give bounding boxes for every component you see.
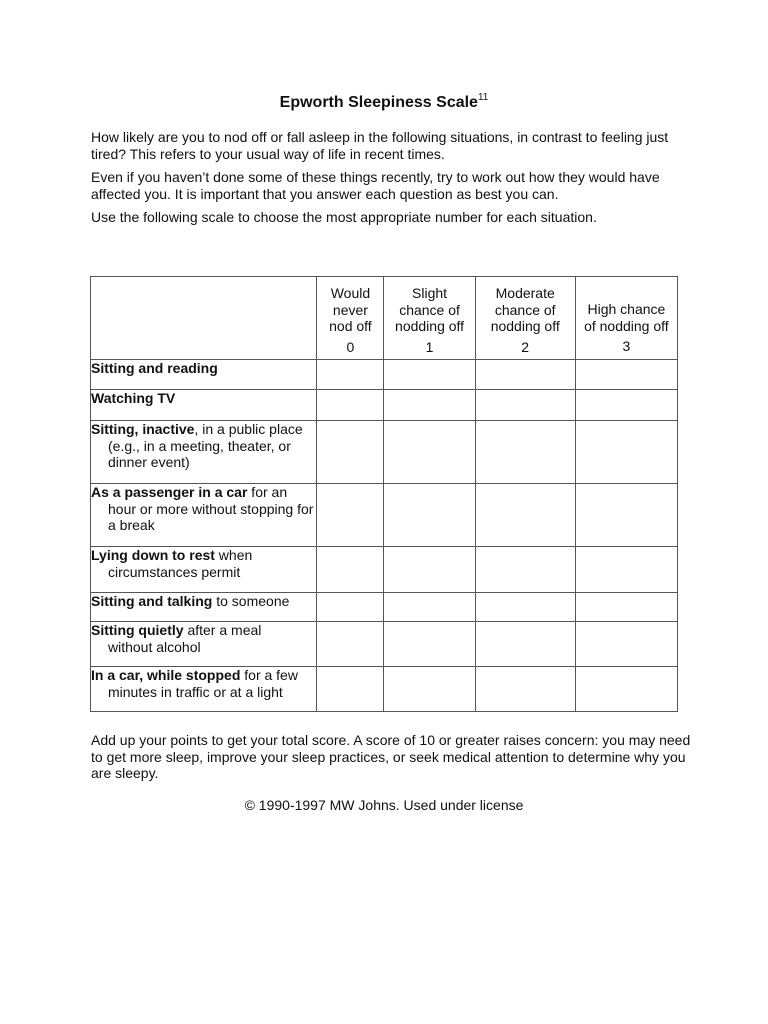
scale-label-line: nod off bbox=[329, 318, 372, 334]
answer-cell-3[interactable] bbox=[575, 390, 677, 421]
situation-label-continued: hour or more without stopping for a break bbox=[108, 500, 314, 533]
answer-cell-3[interactable] bbox=[575, 622, 677, 667]
answer-cell-1[interactable] bbox=[384, 421, 475, 484]
scale-label-line: Moderate bbox=[495, 285, 555, 301]
scale-label-line: Would bbox=[330, 285, 371, 301]
scale-label-line: never bbox=[332, 301, 368, 318]
answer-cell-2[interactable] bbox=[475, 547, 575, 593]
situation-row bbox=[91, 622, 678, 667]
scale-label-line: nodding off bbox=[490, 318, 560, 334]
scale-header-2 bbox=[475, 277, 575, 360]
answer-cell-1[interactable] bbox=[384, 667, 475, 712]
title-text: Epworth Sleepiness Scale bbox=[279, 94, 478, 111]
title-footnote-ref: 11 bbox=[477, 92, 489, 103]
answer-cell-0[interactable] bbox=[317, 421, 384, 484]
scale-label-line: High chance bbox=[587, 301, 666, 317]
scale-score: 2 bbox=[521, 338, 530, 355]
situation-label-rest: for a few bbox=[240, 667, 298, 683]
situation-label-bold: Sitting and reading bbox=[91, 360, 218, 376]
situation-label-bold: Sitting quietly bbox=[91, 622, 184, 638]
scale-score: 1 bbox=[425, 338, 434, 355]
answer-cell-0[interactable] bbox=[317, 593, 384, 622]
answer-cell-2[interactable] bbox=[475, 622, 575, 667]
situation-label-bold: In a car, while stopped bbox=[91, 667, 241, 683]
answer-cell-1[interactable] bbox=[384, 484, 475, 547]
scale-label-line: chance of bbox=[494, 301, 556, 318]
answer-cell-1[interactable] bbox=[384, 547, 475, 593]
scale-score: 0 bbox=[346, 338, 355, 355]
intro-paragraph-1: How likely are you to nod off or fall asleep in the following situations, in contrast to feeling just tired? This refers to your usual way of life in recent times. bbox=[91, 129, 669, 162]
situation-label-rest: to someone bbox=[212, 593, 290, 609]
situation-cell bbox=[91, 593, 317, 622]
scale-label-line: of nodding off bbox=[584, 317, 669, 334]
situation-cell bbox=[91, 390, 317, 421]
situation-label-bold: Sitting, inactive bbox=[91, 421, 195, 437]
scale-label-line: nodding off bbox=[395, 318, 465, 334]
summary-paragraph: Add up your points to get your total score. A score of 10 or greater raises concern: you may need to get more sleep, improve your sleep practices, or seek medical attention to determine why you are sleepy. bbox=[91, 732, 691, 781]
situation-cell bbox=[91, 667, 317, 712]
situation-row bbox=[91, 421, 678, 484]
answer-cell-3[interactable] bbox=[575, 484, 677, 547]
scale-header-1 bbox=[384, 277, 475, 360]
situation-label-bold: Lying down to rest bbox=[91, 547, 215, 563]
answer-cell-0[interactable] bbox=[317, 667, 384, 712]
answer-cell-1[interactable] bbox=[384, 390, 475, 421]
scale-score: 3 bbox=[622, 338, 631, 354]
answer-cell-3[interactable] bbox=[575, 421, 677, 484]
intro-paragraph-2: Even if you haven’t done some of these things recently, try to work out how they would have affected you. It is important that you answer each question as best you can. bbox=[91, 169, 660, 202]
situation-row bbox=[91, 667, 678, 712]
sleepiness-scale-table bbox=[90, 276, 678, 712]
situation-cell bbox=[91, 484, 317, 547]
situation-header-cell bbox=[91, 277, 317, 360]
situation-label-bold: Watching TV bbox=[91, 390, 176, 406]
answer-cell-0[interactable] bbox=[317, 622, 384, 667]
answer-cell-2[interactable] bbox=[475, 667, 575, 712]
answer-cell-3[interactable] bbox=[575, 667, 677, 712]
intro-paragraph-3: Use the following scale to choose the most appropriate number for each situation. bbox=[91, 209, 597, 225]
situation-label-rest: after a meal bbox=[183, 622, 262, 638]
answer-cell-2[interactable] bbox=[475, 593, 575, 622]
situation-label-continued: circumstances permit bbox=[108, 563, 241, 580]
answer-cell-0[interactable] bbox=[317, 547, 384, 593]
answer-cell-0[interactable] bbox=[317, 390, 384, 421]
answer-cell-2[interactable] bbox=[475, 484, 575, 547]
situation-cell bbox=[91, 421, 317, 484]
answer-cell-2[interactable] bbox=[475, 421, 575, 484]
scale-header-0 bbox=[317, 277, 384, 360]
situation-label-rest: when bbox=[214, 547, 253, 563]
scale-header-3 bbox=[575, 277, 677, 360]
situation-row bbox=[91, 593, 678, 622]
answer-cell-1[interactable] bbox=[384, 593, 475, 622]
scale-label-line: chance of bbox=[399, 301, 460, 318]
situation-row bbox=[91, 360, 678, 390]
answer-cell-2[interactable] bbox=[475, 360, 575, 390]
answer-cell-3[interactable] bbox=[575, 547, 677, 593]
situation-label-rest: for an bbox=[247, 484, 288, 500]
situation-row bbox=[91, 547, 678, 593]
answer-cell-2[interactable] bbox=[475, 390, 575, 421]
answer-cell-1[interactable] bbox=[384, 622, 475, 667]
scale-header-row bbox=[91, 277, 678, 360]
answer-cell-3[interactable] bbox=[575, 360, 677, 390]
situation-label-continued: minutes in traffic or at a light bbox=[108, 683, 283, 700]
situation-label-continued: without alcohol bbox=[108, 638, 201, 655]
page-title bbox=[0, 93, 768, 113]
situation-cell bbox=[91, 622, 317, 667]
situation-label-bold: Sitting and talking bbox=[91, 593, 213, 609]
situation-label-rest: , in a public place bbox=[194, 421, 303, 437]
situation-row bbox=[91, 484, 678, 547]
situation-label-bold: As a passenger in a car bbox=[91, 484, 248, 500]
copyright-notice: © 1990-1997 MW Johns. Used under license bbox=[244, 797, 524, 813]
answer-cell-3[interactable] bbox=[575, 593, 677, 622]
situation-cell bbox=[91, 547, 317, 593]
scale-label-line: Slight bbox=[412, 285, 448, 301]
situation-label-continued: (e.g., in a meeting, theater, or dinner event) bbox=[108, 437, 291, 470]
situation-cell bbox=[91, 360, 317, 390]
answer-cell-0[interactable] bbox=[317, 484, 384, 547]
answer-cell-1[interactable] bbox=[384, 360, 475, 390]
situation-row bbox=[91, 390, 678, 421]
answer-cell-0[interactable] bbox=[317, 360, 384, 390]
